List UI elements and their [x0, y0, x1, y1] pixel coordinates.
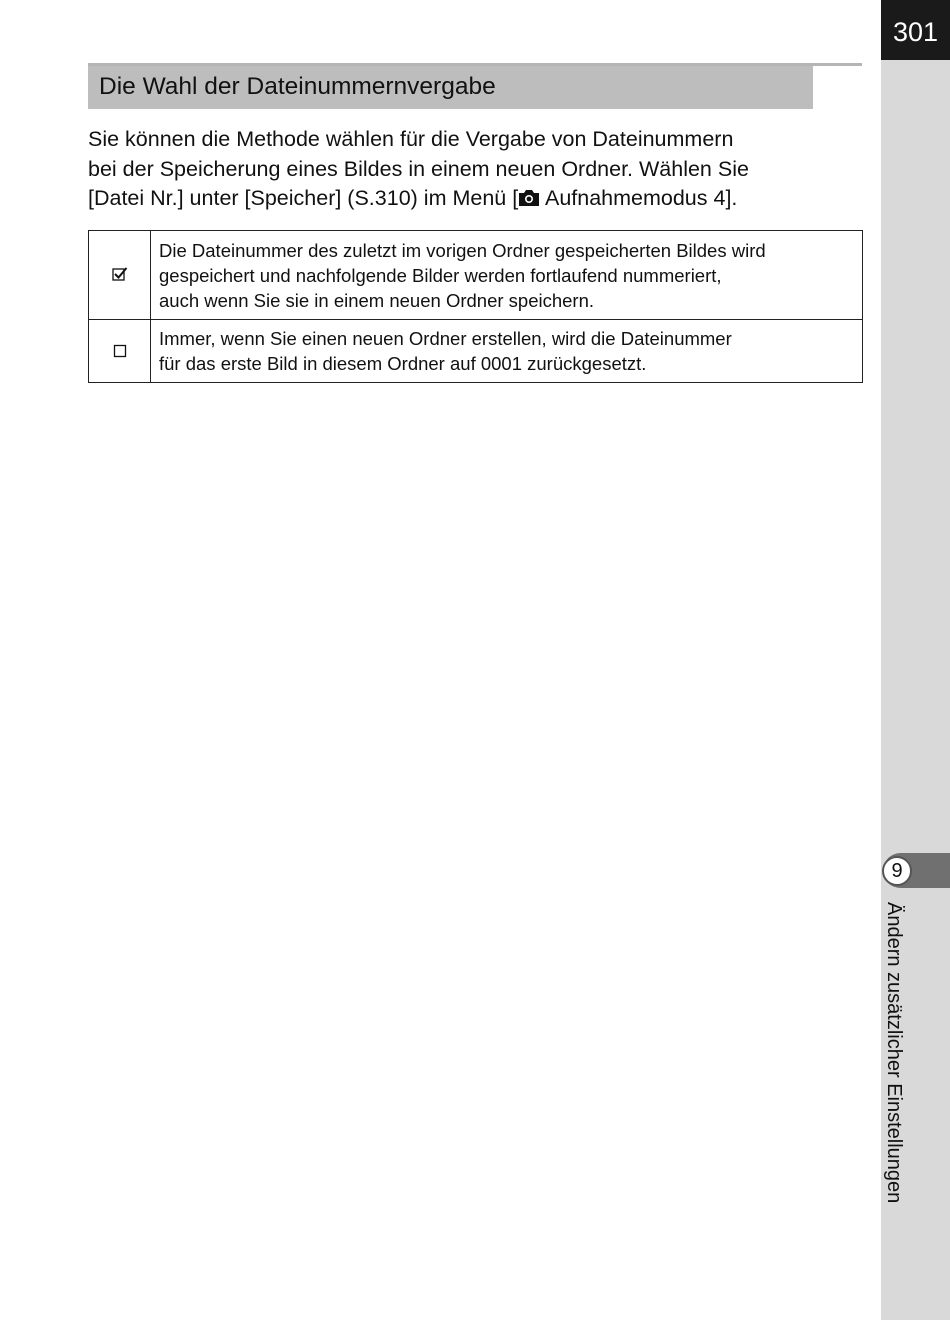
chapter-number: 9: [882, 856, 912, 886]
option-1-line-3: auch wenn Sie sie in einem neuen Ordner speichern.: [159, 289, 595, 311]
checked-box-icon: [112, 263, 128, 288]
camera-icon: [518, 186, 540, 216]
option-row: [89, 320, 863, 383]
option-1-line-2: gespeichert und nachfolgende Bilder werden fortlaufend nummeriert,: [159, 264, 722, 286]
intro-line-3-start: [Datei Nr.] unter [Speicher] (S.310) im Menü [: [88, 186, 519, 210]
intro-line-3-end: Aufnahmemodus 4].: [540, 186, 738, 210]
page-number: 301: [881, 0, 950, 60]
chapter-title: Ändern zusätzlicher Einstellungen: [883, 902, 905, 1204]
option-2-line-1: Immer, wenn Sie einen neuen Ordner erstellen, wird die Dateinummer: [159, 328, 732, 349]
page-heading: Die Wahl der Dateinummernvergabe: [99, 73, 496, 100]
option-row: [89, 231, 863, 320]
intro-paragraph: [88, 125, 858, 216]
option-symbol-cell: [89, 320, 151, 383]
intro-line-3: [88, 184, 858, 216]
options-table: [88, 230, 863, 383]
option-description: [151, 320, 863, 383]
option-symbol-cell: [89, 231, 151, 320]
intro-line-1: Sie können die Methode wählen für die Vergabe von Dateinummern: [88, 127, 734, 151]
intro-line-2: bei der Speicherung eines Bildes in einem neuen Ordner. Wählen Sie: [88, 156, 749, 181]
empty-box-icon: [113, 339, 127, 364]
option-1-line-1: Die Dateinummer des zuletzt im vorigen Ordner gespeicherten Bildes wird: [159, 239, 766, 261]
option-2-line-2: für das erste Bild in diesem Ordner auf 0001 zurückgesetzt.: [159, 353, 647, 374]
option-description: [151, 231, 863, 320]
